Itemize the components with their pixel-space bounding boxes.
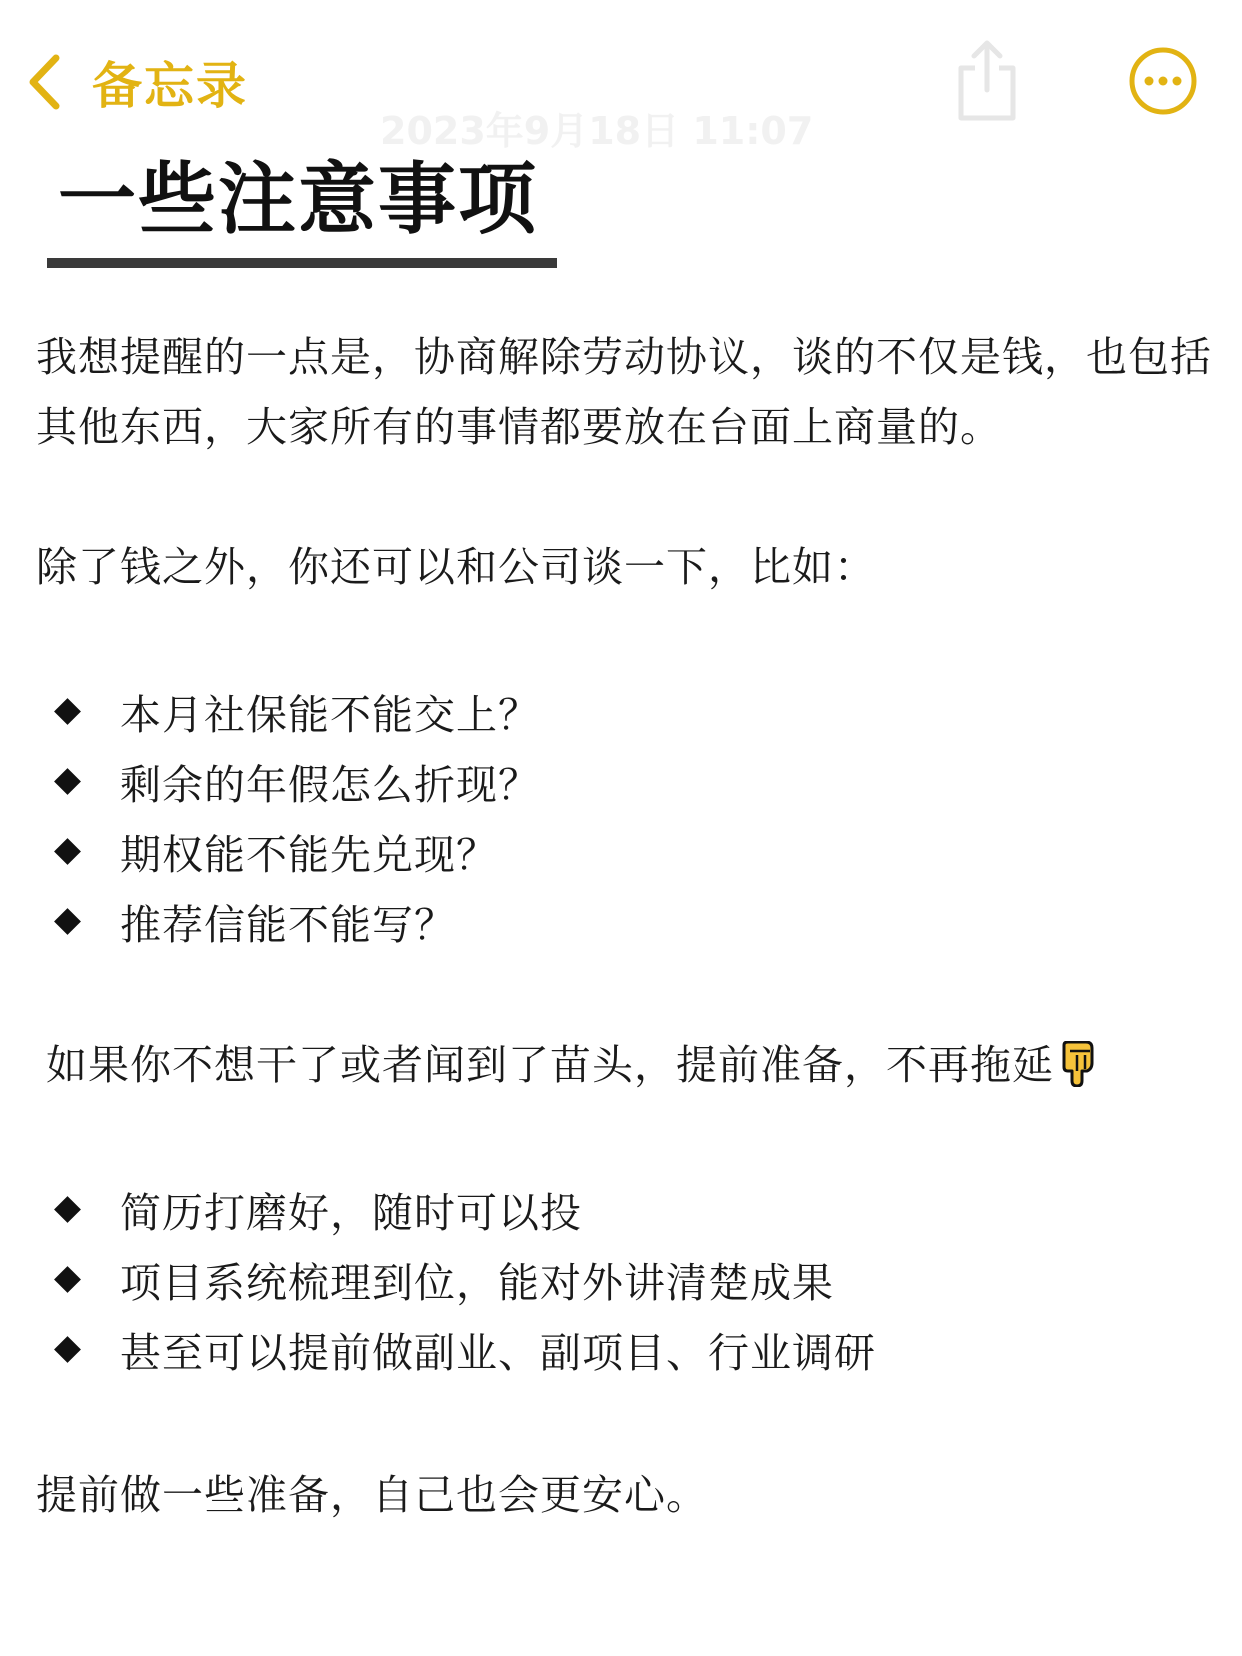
diamond-bullet-icon: [54, 768, 80, 794]
paragraph-prepare: [46, 1030, 1236, 1100]
list-item: [54, 1244, 876, 1314]
list-item: [54, 1314, 876, 1384]
diamond-bullet-icon: [54, 908, 80, 934]
list-item-text: 剩余的年假怎么折现？: [120, 760, 540, 809]
diamond-bullet-icon: [54, 1196, 80, 1222]
list-item: [54, 746, 540, 816]
share-button[interactable]: [955, 38, 1019, 122]
back-button[interactable]: [26, 44, 248, 120]
list-item-text: 简历打磨好，随时可以投: [120, 1188, 582, 1237]
share-icon: [955, 107, 1019, 126]
chevron-left-icon: [26, 53, 62, 111]
list-item: [54, 1174, 876, 1244]
diamond-bullet-icon: [54, 838, 80, 864]
negotiation-list: [54, 676, 540, 956]
back-label: 备忘录: [92, 57, 248, 115]
more-ellipsis-icon: [1128, 101, 1198, 120]
list-item-text: 推荐信能不能写？: [120, 900, 456, 949]
list-item-text: 项目系统梳理到位，能对外讲清楚成果: [120, 1258, 834, 1307]
diamond-bullet-icon: [54, 1266, 80, 1292]
navigation-bar: [0, 0, 1242, 153]
pointing-down-hand-icon: [1056, 1038, 1098, 1084]
list-item: [54, 676, 540, 746]
diamond-bullet-icon: [54, 1336, 80, 1362]
note-title: 一些注意事项: [58, 155, 539, 245]
list-item-text: 期权能不能先兑现？: [120, 830, 498, 879]
paragraph-intro: 我想提醒的一点是，协商解除劳动协议，谈的不仅是钱，也包括其他东西，大家所有的事情都要放在台面上商量的。: [36, 333, 1212, 451]
list-item-text: 甚至可以提前做副业、副项目、行业调研: [120, 1328, 876, 1377]
paragraph-closing: 提前做一些准备，自己也会更安心。: [36, 1471, 708, 1519]
paragraph-besides-money: 除了钱之外，你还可以和公司谈一下，比如：: [36, 543, 876, 591]
more-button[interactable]: [1128, 46, 1198, 116]
paragraph-prepare-text: 如果你不想干了或者闻到了苗头，提前准备，不再拖延: [46, 1041, 1054, 1089]
list-item-text: 本月社保能不能交上？: [120, 690, 540, 739]
diamond-bullet-icon: [54, 698, 80, 724]
list-item: [54, 886, 540, 956]
title-underline: [47, 258, 557, 268]
list-item: [54, 816, 540, 886]
note-date: 2023年9月18日 11:07: [380, 109, 814, 153]
preparation-list: [54, 1174, 876, 1384]
